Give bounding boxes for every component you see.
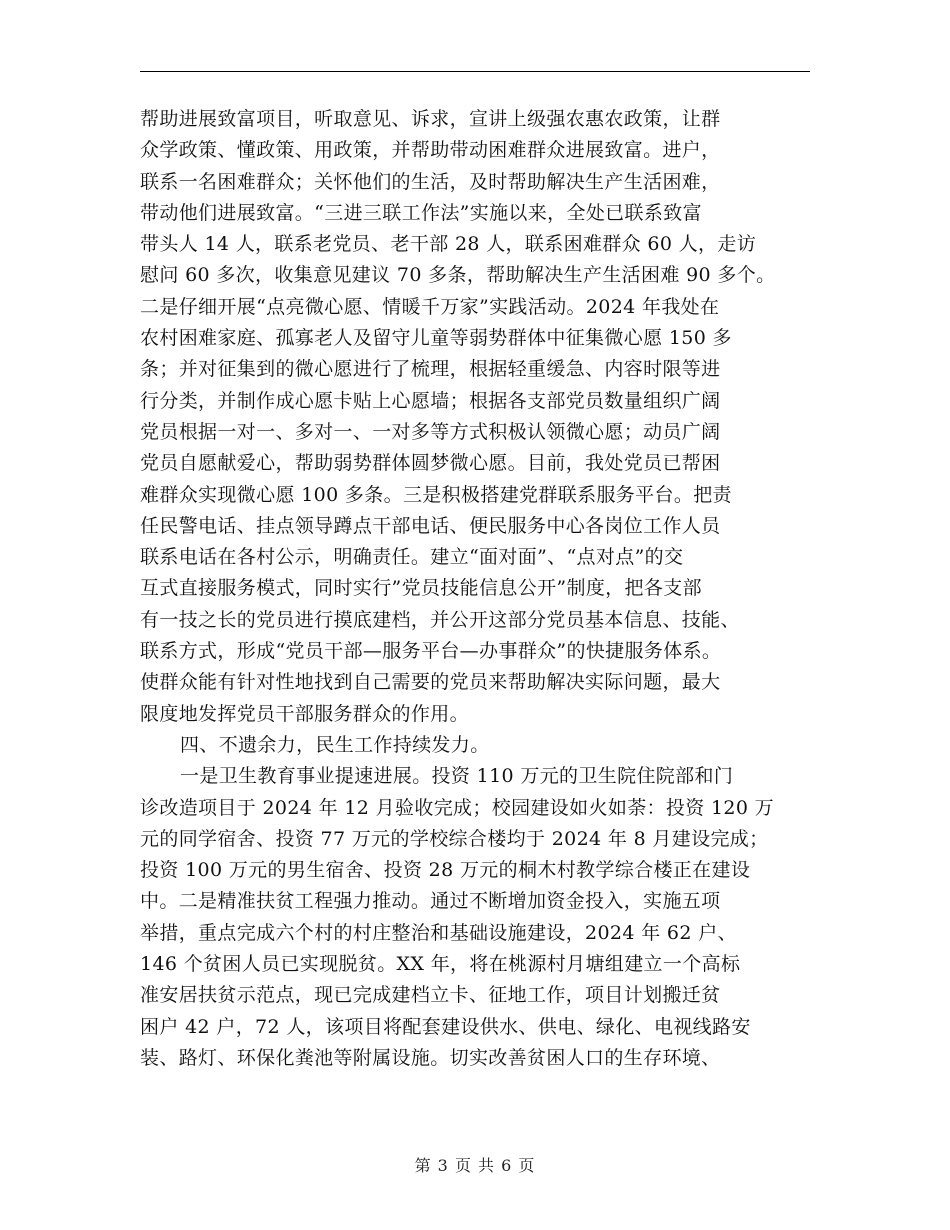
text-line: 慰问 60 多次，收集意见建议 70 多条，帮助解决生产生活困难 90 多个。	[140, 264, 776, 287]
text-line: 一是卫生教育事业提速进展。投资 110 万元的卫生院住院部和门	[180, 765, 734, 788]
text-line: 联系一名困难群众；关怀他们的生活，及时帮助解决生产生活困难，	[140, 170, 721, 193]
text-line: 四、不遗余力，民生工作持续发力。	[180, 733, 490, 756]
text-line: 投资 100 万元的男生宿舍、投资 28 万元的桐木村教学综合楼正在建设	[140, 859, 751, 882]
text-line: 难群众实现微心愿 100 多条。三是积极搭建党群联系服务平台。把责	[140, 483, 732, 506]
text-line: 困户 42 户，72 人，该项目将配套建设供水、供电、绿化、电视线路安	[140, 1015, 751, 1038]
text-line: 带头人 14 人，联系老党员、老干部 28 人，联系困难群众 60 人，走访	[140, 233, 757, 256]
text-line: 146 个贫困人员已实现脱贫。XX 年，将在桃源村月塘组建立一个高标	[140, 953, 741, 976]
page-footer: 第 3 页 共 6 页	[414, 1156, 536, 1175]
text-line: 帮助进展致富项目，听取意见、诉求，宣讲上级强农惠农政策，让群	[140, 108, 721, 130]
text-line: 带动他们进展致富。“三进三联工作法”实施以来，全处已联系致富	[140, 201, 702, 224]
text-line: 行分类，并制作成心愿卡贴上心愿墙；根据各支部党员数量组织广阔	[140, 389, 721, 412]
text-line: 限度地发挥党员干部服务群众的作用。	[140, 702, 469, 725]
text-line: 准安居扶贫示范点，现已完成建档立卡、征地工作，项目计划搬迁贫	[140, 984, 721, 1007]
body-text	[140, 104, 812, 1074]
text-line: 联系方式，形成“党员干部—服务平台—办事群众”的快捷服务体系。	[140, 640, 722, 663]
text-line: 农村困难家庭、孤寡老人及留守儿童等弱势群体中征集微心愿 150 多	[140, 327, 732, 350]
text-line: 任民警电话、挂点领导蹲点干部电话、便民服务中心各岗位工作人员	[140, 514, 721, 537]
text-line: 装、路灯、环保化粪池等附属设施。切实改善贫困人口的生存环境、	[140, 1046, 721, 1069]
text-line: 中。二是精准扶贫工程强力推动。通过不断增加资金投入，实施五项	[140, 890, 721, 913]
text-line: 元的同学宿舍、投资 77 万元的学校综合楼均于 2024 年 8 月建设完成；	[140, 827, 769, 850]
text-line: 举措，重点完成六个村的村庄整治和基础设施建设，2024 年 62 户、	[140, 921, 737, 944]
text-line: 有一技之长的党员进行摸底建档，并公开这部分党员基本信息、技能、	[140, 608, 740, 631]
text-line: 使群众能有针对性地找到自己需要的党员来帮助解决实际问题，最大	[140, 671, 721, 694]
text-line: 互式直接服务模式，同时实行”党员技能信息公开”制度，把各支部	[140, 577, 702, 600]
header-rule	[140, 71, 810, 72]
text-line: 诊改造项目于 2024 年 12 月验收完成；校园建设如火如荼：投资 120 万	[140, 796, 775, 819]
text-line: 众学政策、懂政策、用政策，并帮助带动困难群众进展致富。进户，	[140, 139, 721, 162]
text-line: 条；并对征集到的微心愿进行了梳理，根据轻重缓急、内容时限等进	[140, 358, 721, 381]
text-line: 二是仔细开展“点亮微心愿、情暖千万家”实践活动。2024 年我处在	[140, 295, 720, 318]
text-line: 联系电话在各村公示，明确责任。建立“面对面”、“点对点”的交	[140, 546, 684, 569]
text-line: 党员自愿献爱心，帮助弱势群体圆梦微心愿。目前，我处党员已帮困	[140, 452, 721, 475]
text-line: 党员根据一对一、多对一、一对多等方式积极认领微心愿；动员广阔	[140, 420, 721, 443]
